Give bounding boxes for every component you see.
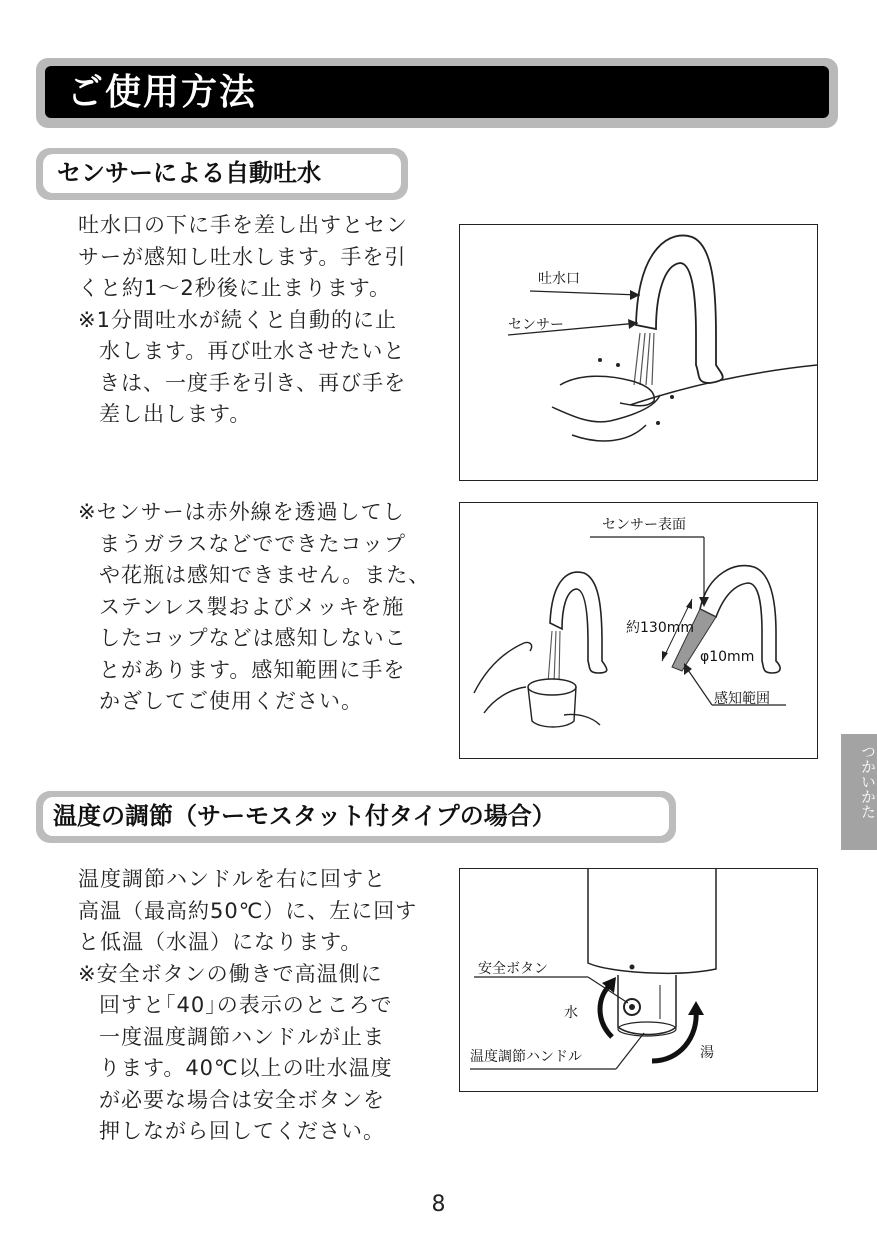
text-line: したコップなどは感知しないこ xyxy=(99,626,407,650)
text-line: と低温（水温）になります。 xyxy=(78,930,363,954)
text-line: 回すと｢40｣の表示のところで xyxy=(99,993,393,1017)
text-line: ステンレス製およびメッキを施 xyxy=(99,594,405,619)
text-line: 押しながら回してください。 xyxy=(99,1119,385,1143)
side-tab-label: つかいかた xyxy=(859,744,877,819)
section-header-sensor xyxy=(36,148,408,200)
text-line: ります。40℃以上の吐水温度 xyxy=(99,1056,393,1080)
sensor-paragraph-2 xyxy=(78,497,430,718)
text-line: や花瓶は感知できません。また、 xyxy=(99,563,431,587)
label-temperature-handle: 温度調節ハンドル xyxy=(470,1049,582,1065)
label-hot-water: 湯 xyxy=(700,1045,714,1061)
text-line: 温度調節ハンドルを右に回すと xyxy=(78,867,386,891)
text-line: 高温（最高約50℃）に、左に回す xyxy=(78,898,418,923)
label-spout: 吐水口 xyxy=(538,271,580,287)
text-line: 水します。再び吐水させたいと xyxy=(99,339,406,363)
text-line: 一度温度調節ハンドルが止ま xyxy=(99,1024,385,1049)
figure-sensor-faucet xyxy=(459,224,818,481)
temperature-paragraph xyxy=(78,864,417,1148)
section-title-sensor: センサーによる自動吐水 xyxy=(57,159,321,187)
label-safety-button: 安全ボタン xyxy=(478,961,548,977)
label-length: 約130mm xyxy=(626,620,694,636)
text-line: くと約1～2秒後に止まります。 xyxy=(78,276,392,300)
text-line: とがあります。感知範囲に手を xyxy=(99,657,406,682)
figure-sensor-range xyxy=(459,502,818,759)
text-line: が必要な場合は安全ボタンを xyxy=(99,1087,385,1112)
label-sensor: センサー xyxy=(508,317,564,333)
label-range: 感知範囲 xyxy=(714,691,770,707)
title-banner xyxy=(36,58,838,128)
text-line: 差し出します。 xyxy=(99,402,252,426)
text-line: かざしてご使用ください。 xyxy=(99,689,363,713)
text-line: ※安全ボタンの働きで高温側に xyxy=(78,961,383,986)
text-line: サーが感知し吐水します。手を引 xyxy=(78,244,407,269)
text-line: きは、一度手を引き、再び手を xyxy=(99,370,407,395)
page-number: 8 xyxy=(431,1192,446,1217)
page-title: ご使用方法 xyxy=(67,72,258,113)
section-header-temperature xyxy=(36,791,676,843)
section-title-temperature: 温度の調節（サーモスタット付タイプの場合） xyxy=(53,802,556,830)
sensor-paragraph-1 xyxy=(78,210,408,431)
label-cold-water: 水 xyxy=(564,1005,578,1021)
text-line: 吐水口の下に手を差し出すとセン xyxy=(78,213,408,237)
side-tab xyxy=(841,734,877,850)
faucet-illustration xyxy=(460,225,817,480)
text-line: ※1分間吐水が続くと自動的に止 xyxy=(78,307,397,332)
label-diameter: φ10mm xyxy=(700,649,755,665)
title-banner-inner xyxy=(45,66,829,118)
figure-temperature-handle xyxy=(459,868,818,1092)
label-sensor-surface: センサー表面 xyxy=(602,517,686,533)
text-line: まうガラスなどでできたコップ xyxy=(99,531,406,556)
text-line: ※センサーは赤外線を透過してし xyxy=(78,500,405,524)
